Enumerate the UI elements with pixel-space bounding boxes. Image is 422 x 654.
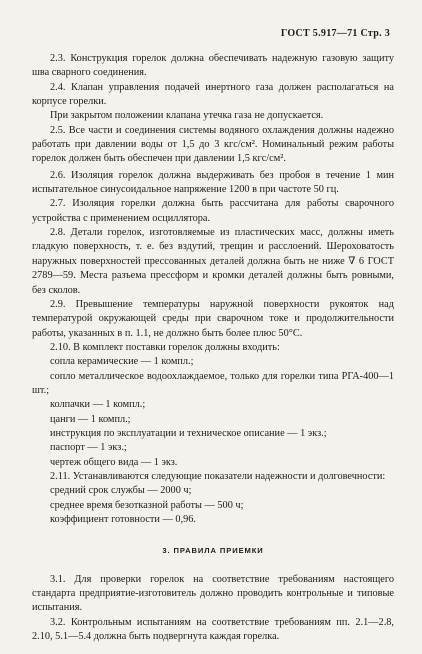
clause-2-11: 2.11. Устанавливаются следующие показатели надежности и долговечности:: [50, 470, 386, 482]
kit-item-collets: цанги — 1 компл.;: [50, 413, 131, 425]
kit-item-passport: паспорт — 1 экз.;: [50, 442, 127, 454]
clause-3-2: 3.2. Контрольным испытаниям на соответствие требованиям пп. 2.1—2.8, 2.10, 5.1—5.4 должна быть подвергнута каждая горелка.: [32, 616, 394, 643]
clause-2-6: 2.6. Изоляция горелок должна выдерживать без пробоя в течение 1 мин испытательное синусоидальное напряжение 1200 в при частоте 50 гц.: [32, 169, 394, 196]
clause-2-3: 2.3. Конструкция горелок должна обеспечивать надежную газовую защиту шва сварного соединения.: [32, 53, 394, 79]
clause-2-7: 2.7. Изоляция горелки должна быть рассчитана для работы сварочного устройства с применением осциллятора.: [32, 198, 394, 224]
clause-2-4-note: При закрытом положении клапана утечка газа не допускается.: [50, 110, 324, 122]
reliability-availability: коэффициент готовности — 0,96.: [50, 514, 196, 525]
section-title: 3. ПРАВИЛА ПРИЕМКИ: [162, 546, 264, 556]
kit-item-nozzles-ceramic: сопла керамические — 1 компл.;: [50, 356, 194, 368]
clause-2-4: 2.4. Клапан управления подачей инертного газа должен располагаться на корпусе горелки.: [32, 81, 394, 108]
clause-2-9: 2.9. Превышение температуры наружной поверхности рукояток над температурой окружающей среды при сварочном токе и продолжительности работы, указанных в п. 1.1, не должно быть более плюс 50°С.: [32, 298, 394, 339]
page-header: ГОСТ 5.917—71 Стр. 3: [280, 28, 390, 39]
kit-item-drawing: чертеж общего вида — 1 экз.: [50, 456, 178, 468]
reliability-mtbf: среднее время безотказной работы — 500 ч;: [50, 499, 244, 511]
clause-2-10: 2.10. В комплект поставки горелок должны входить:: [50, 341, 280, 353]
kit-item-manual: инструкция по эксплуатации и техническое описание — 1 экз.;: [50, 427, 327, 439]
reliability-service-life: средний срок службы — 2000 ч;: [50, 485, 192, 497]
kit-item-nozzle-metal: сопло металлическое водоохлаждаемое, только для горелки типа РГА-400—1 шт.;: [32, 370, 394, 396]
kit-item-caps: колпачки — 1 компл.;: [50, 399, 146, 411]
clause-2-5: 2.5. Все части и соединения системы водяного охлаждения должны надежно работать при давлении воды от 1,5 до 3 кгс/см². Номинальный режим работы горелок должен быть обеспечен при давлении 1,5 кгс/см².: [32, 124, 394, 165]
clause-3-1: 3.1. Для проверки горелок на соответствие требованиям настоящего стандарта предприятие-изготовитель должно проводить контрольные и типовые испытания.: [32, 573, 394, 614]
document-body: [32, 52, 394, 644]
clause-2-8: 2.8. Детали горелок, изготовляемые из пластических масс, должны иметь гладкую поверхность, т. е. без вздутий, трещин и расслоений. Шероховатость наружных поверхностей прессованных деталей должна быть не ниже ∇ 6 ГОСТ 2789—59. Места разъема прессформ и кромки деталей должны быть ровными, без сколов.: [32, 227, 394, 296]
